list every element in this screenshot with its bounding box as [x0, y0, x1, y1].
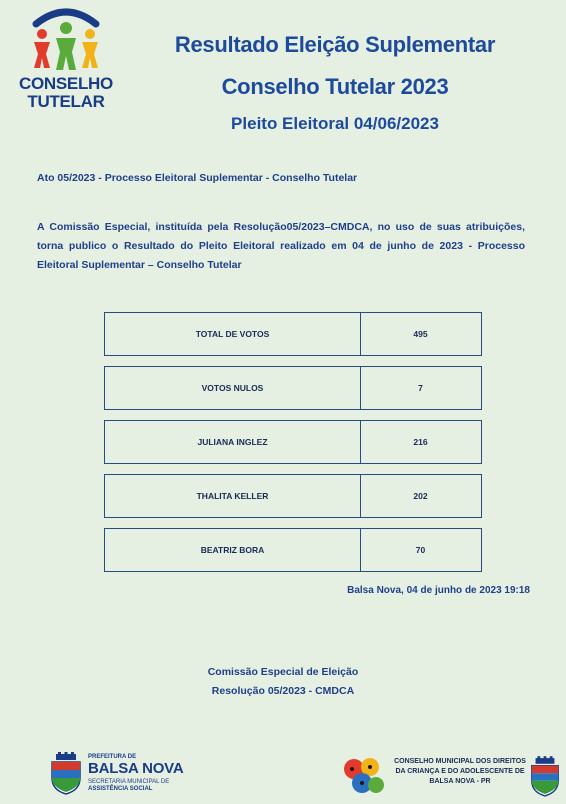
prefeitura-label: PREFEITURA DE: [88, 754, 137, 760]
result-row-candidate: [104, 474, 482, 518]
cmdca-children-icon: [340, 755, 386, 799]
result-row-nulos: [104, 366, 482, 410]
cmdca-line2: DA CRIANÇA E DO ADOLESCENTE DE: [395, 768, 525, 775]
result-label: JULIANA INGLEZ: [105, 421, 361, 463]
cmdca-line1: CONSELHO MUNICIPAL DOS DIREITOS: [394, 758, 526, 765]
logo-line1: CONSELHO: [19, 74, 113, 93]
family-figures-icon: [12, 6, 120, 76]
city-crest-icon: [528, 755, 562, 799]
page-subtitle: Pleito Eleitoral 04/06/2023: [231, 114, 439, 133]
logo-line2: TUTELAR: [27, 92, 105, 111]
assistencia-label: ASSISTÊNCIA SOCIAL: [88, 786, 153, 792]
city-name: BALSA NOVA: [88, 760, 184, 777]
result-label: VOTOS NULOS: [105, 367, 361, 409]
result-value: 70: [415, 545, 426, 555]
page-title-line1: Resultado Eleição Suplementar: [174, 32, 496, 57]
date-line: Balsa Nova, 04 de junho de 2023 19:18: [347, 585, 530, 596]
result-label: BEATRIZ BORA: [105, 529, 361, 571]
cmdca-line3: BALSA NOVA - PR: [429, 778, 491, 785]
cmdca-logo: [340, 755, 562, 799]
result-row-candidate: [104, 420, 482, 464]
result-row-candidate: [104, 528, 482, 572]
result-value: 216: [413, 437, 428, 447]
result-row-total: [104, 312, 482, 356]
result-value: 7: [418, 383, 423, 393]
announcement-paragraph: A Comissão Especial, instituída pela Resolução05/2023–CMDCA, no uso de suas atribuições, torna publico o Resultado do Pleito Eleitoral realizado em 04 de junho de 2023 - Processo Eleitoral Suplementar – Conselho Tutelar: [37, 221, 525, 271]
result-label: THALITA KELLER: [105, 475, 361, 517]
result-value: 495: [413, 329, 428, 339]
result-label: TOTAL DE VOTOS: [105, 313, 361, 355]
result-value: 202: [413, 491, 428, 501]
commission-line2: Resolução 05/2023 - CMDCA: [211, 685, 355, 697]
secretaria-label: SECRETARIA MUNICIPAL DE: [88, 779, 170, 785]
ato-heading: Ato 05/2023 - Processo Eleitoral Suplementar - Conselho Tutelar: [37, 172, 358, 184]
cmdca-name: [394, 757, 526, 787]
prefeitura-logo: [48, 752, 188, 796]
conselho-tutelar-logo: [12, 6, 120, 110]
city-crest-icon: [48, 752, 84, 796]
commission-line1: Comissão Especial de Eleição: [207, 666, 359, 678]
page-title-line2: Conselho Tutelar 2023: [221, 74, 449, 99]
